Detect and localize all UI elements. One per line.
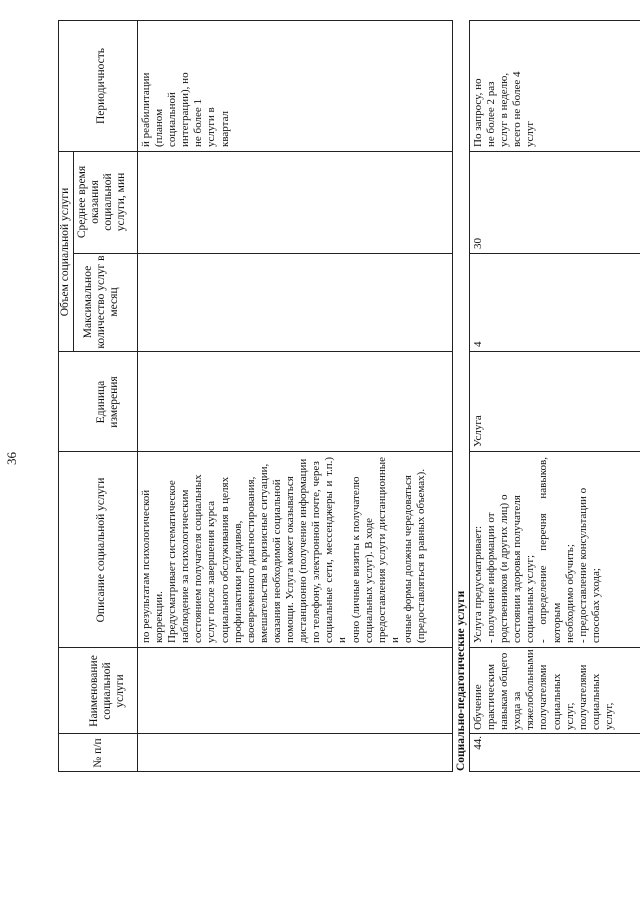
row44-line-0: [469, 733, 640, 734]
row44-line-1: [469, 647, 640, 648]
page-number: 36: [4, 452, 19, 465]
col-line-2: [58, 451, 453, 452]
header-max-qty: Максимальное количество услуг в месяц: [82, 255, 120, 349]
continued-description: по результатам психологической коррекции. Предусматривает систематическое наблюдение за психологическим состоянием получателя социальных услуг после завершения курса социального обслуживания в целях профилактики рецидивов, своевременного диагностирования, вмешательства в кризисные ситуации, оказания необходимой социальной помощи. Услуга может оказываться дистанционно (получение информации по телефону, электронной почте, через социальные сети, мессенджеры и т.п.) и очно (личные визиты к получателю социальных услуг). В ходе предоставления услуги дистанционные и очные формы должны чередоваться (предоставляться в равных объемах).: [140, 457, 427, 643]
header-description: Описание социальной услуги: [95, 477, 107, 623]
col-line-5: [58, 151, 453, 152]
continued-periodicity: й реабилитации (планом социальной интеграции), но не более 1 услуги в квартал: [140, 72, 231, 147]
row44-max-qty: 4: [472, 341, 484, 347]
volume-group-divider: [73, 152, 74, 352]
row44-line-3: [469, 351, 640, 352]
row44-description: Услуга предусматривает: - получение информации от родственников (и других лиц) о состоянии здоровья получателя социальных услуг; - определение перечня навыков, которым необходимо обучить; - предоставление консультации о способах ухода;: [472, 457, 602, 643]
section-title: Социально-педагогические услуги: [455, 590, 467, 771]
row44-periodicity: По запросу, но не более 2 раз услуг в неделю, всего не более 4 услуг: [472, 71, 537, 147]
col-line-4: [73, 253, 453, 254]
header-num: № п/п: [92, 738, 104, 768]
row44-avg-time: 30: [472, 238, 484, 249]
row44-num: 44.: [472, 736, 484, 750]
row44-line-5: [469, 151, 640, 152]
header-periodicity: Периодичность: [95, 47, 107, 125]
header-divider: [137, 20, 138, 772]
col-line-3: [58, 351, 453, 352]
row44-line-2: [469, 451, 640, 452]
row44-unit: Услуга: [472, 415, 484, 447]
header-volume-group: Объем социальной услуги: [59, 187, 71, 317]
header-avg-time: Среднее время оказания социальной услуги, мин: [76, 165, 127, 239]
row44-name: Обучение практическим навыкам общего ухода за тяжелобольными получателями социальных услуг, получателями социальных услуг,: [472, 649, 615, 730]
row44-line-4: [469, 253, 640, 254]
header-name: Наименование социальной услуги: [88, 655, 126, 727]
header-unit: Единица измерения: [95, 376, 120, 428]
col-line-0: [58, 733, 453, 734]
